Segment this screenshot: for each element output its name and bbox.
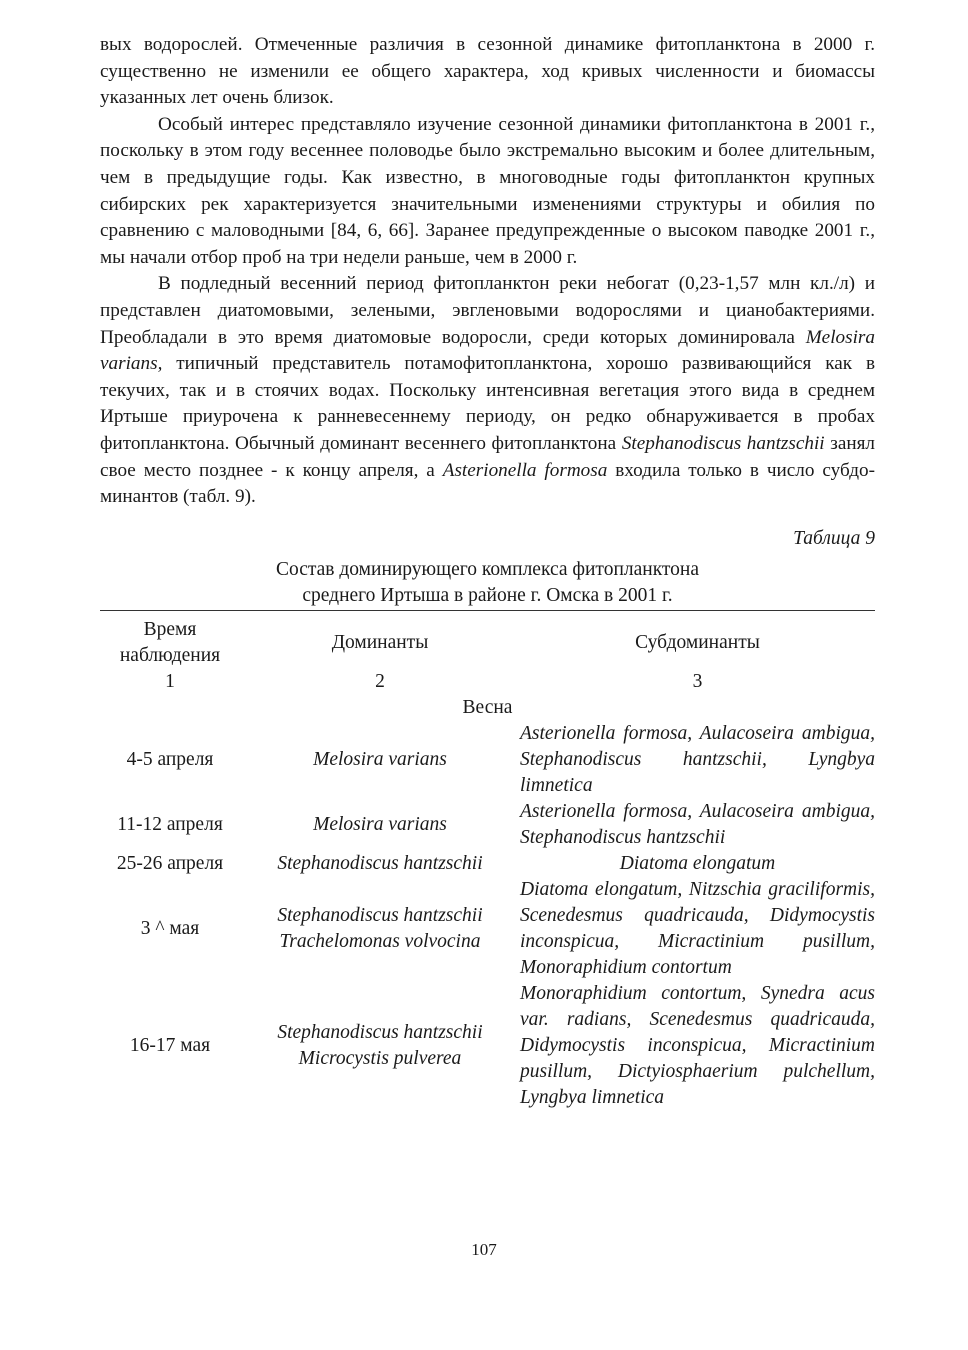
species-melosira: Melosira varians, [100, 326, 875, 375]
page-number: 107 [471, 1240, 497, 1259]
header-dominants: Доминанты [331, 631, 429, 653]
column-number-2: 2 [375, 670, 385, 692]
header-time: Время наблюдения [119, 618, 221, 666]
row-subdominants: Diatoma elongatum [619, 852, 776, 874]
table-header-row [100, 617, 875, 669]
dominant-species: Microcystis pulverea [298, 1047, 462, 1069]
table-row [100, 799, 875, 851]
dominant-species: Melosira varians [313, 748, 447, 770]
row-subdominants: Asterionella formosa, Aulacoseira ambigua, Stephanodiscus hantzschii, Lyngbya limnetica [520, 722, 875, 796]
header-subdominants: Субдоминанты [635, 631, 760, 653]
paragraph-3-text-d: входила только в число субдоминантов (табл. 9). [100, 459, 876, 508]
row-dominants [240, 721, 520, 799]
dominant-species: Trachelomonas volvocina [279, 930, 481, 952]
dominant-species: Stephanodiscus hantzschii [277, 904, 483, 926]
dominant-species: Stephanodiscus hantzschii [277, 1021, 483, 1043]
column-number-1: 1 [165, 670, 175, 692]
row-dominants [240, 981, 520, 1111]
row-dominants [240, 799, 520, 851]
dominant-complex-table [100, 617, 875, 1111]
row-dominants [240, 877, 520, 981]
column-number-3: 3 [692, 670, 703, 692]
species-stephanodiscus: Stephanodiscus hantzschii [621, 432, 825, 454]
paragraph-2: Особый интерес представляло изучение сезонной динамики фитопланктона в 2001 г., поскольку в этом году весеннее половодье было экстремально высоким и более длительным, чем в предыдущие годы. Как известно, в многоводные годы фитопланктон крупных сибирских рек характеризуется значительными изменениями структуры и обилия по сравнению с маловодными [84, 6, 66]. Заранее предупрежденные о высоком паводке 2001 г., мы начали отбор проб на три недели раньше, чем в 2000 г. [100, 113, 875, 268]
dominant-species: Stephanodiscus hantzschii [277, 852, 483, 874]
page-content [100, 32, 875, 1111]
row-time: 4-5 апреля [126, 748, 214, 770]
table-title [100, 557, 875, 611]
column-number-row [100, 669, 875, 695]
row-subdominants: Asterionella formosa, Aulacoseira ambigua, Stephanodiscus hantzschii [520, 800, 875, 848]
table-title-line-1: Состав доминирующего комплекса фитопланктона [275, 558, 700, 580]
paragraph-3-text-b: типичный представитель потамофитопланктона, хорошо развивающийся как в текучих, так и в стоячих водах. Поскольку интенсивная вегетация этого вида в среднем Иртыше приурочена к ранневесеннему периоду, он редко обнаруживается в пробах фитопланктона. Обычный доминант весеннего фитопланктона [100, 353, 875, 454]
paragraph-1: вых водорослей. Отмеченные различия в сезонной динамике фитопланктона в 2000 г. существенно не изменили ее общего характера, ход кривых численности и биомассы указанных лет очень близок. [100, 34, 875, 109]
paragraph-3 [100, 271, 875, 510]
paragraph-3-text-a: В подледный весенний период фитопланктон реки небогат (0,23-1,57 млн кл./л) и представлен диатомовыми, зелеными, эвгленовыми водорослями и цианобактериями. Преобладали в это время диатомовые водоросли, среди которых доминировала [100, 273, 875, 348]
row-subdominants: Diatoma elongatum, Nitzschia graciliformis, Scenedesmus quadricauda, Didymocystis inconspicua, Micractinium pusillum, Monoraphidium contortum [520, 878, 875, 978]
table-title-line-2: среднего Иртыша в районе г. Омска в 2001 г. [100, 583, 875, 611]
table-row [100, 721, 875, 799]
row-time: 16-17 мая [129, 1034, 211, 1056]
table-row [100, 851, 875, 877]
row-subdominants: Monoraphidium contortum, Synedra acus var. radians, Scenedesmus quadricauda, Didymocystis inconspicua, Micractinium pusillum, Dictyiosphaerium pulchellum, Lyngbya limnetica [520, 982, 875, 1108]
row-dominants [240, 851, 520, 877]
table-row [100, 877, 875, 981]
row-time: 3 ^ мая [140, 917, 200, 939]
season-row [100, 695, 875, 721]
dominant-species: Melosira varians [313, 813, 447, 835]
row-time: 11-12 апреля [117, 813, 223, 835]
table-label: Таблица 9 [793, 527, 875, 549]
row-time: 25-26 апреля [116, 852, 224, 874]
season-label: Весна [462, 696, 513, 718]
paragraph-3-text-c: занял свое место позднее - к концу апреля, а [100, 432, 876, 481]
species-asterionella: Asterionella formosa [442, 459, 608, 481]
table-row [100, 981, 875, 1111]
